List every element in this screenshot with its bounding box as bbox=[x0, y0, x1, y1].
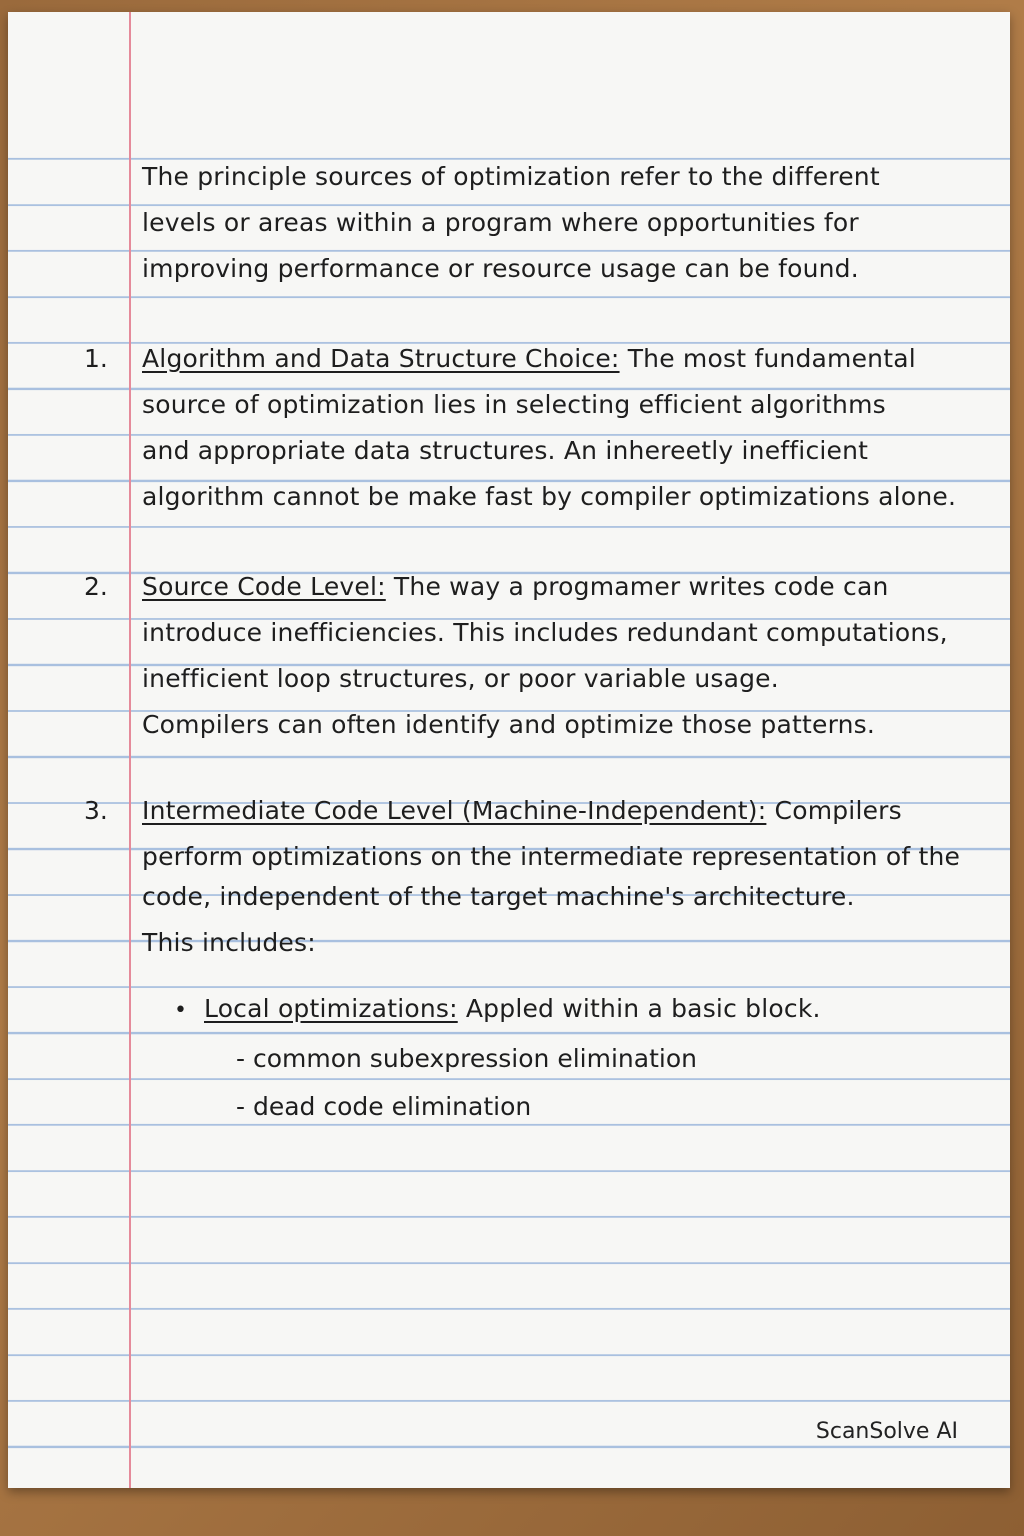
item-3-number: 3. bbox=[84, 796, 108, 825]
item-3-line-3: code, independent of the target machine's architecture. bbox=[142, 882, 855, 911]
item-3-heading: Intermediate Code Level (Machine-Independent): bbox=[142, 796, 767, 825]
item-2-heading: Source Code Level: bbox=[142, 572, 386, 601]
item-1-first-line-rest: The most fundamental bbox=[619, 344, 916, 373]
scansolve-brand-label: ScanSolve AI bbox=[815, 1419, 958, 1444]
bullet-dot: • bbox=[174, 998, 187, 1023]
item-2-number: 2. bbox=[84, 572, 108, 601]
intro-line-1: The principle sources of optimization refer to the different bbox=[142, 162, 880, 191]
intro-line-2: levels or areas within a program where opportunities for bbox=[142, 208, 859, 237]
item-3-line-4: This includes: bbox=[142, 928, 316, 957]
item-2-line-2: introduce inefficiencies. This includes redundant computations, bbox=[142, 618, 948, 647]
intro-line-3: improving performance or resource usage can be found. bbox=[142, 254, 859, 283]
bullet-rest: Appled within a basic block. bbox=[457, 994, 821, 1023]
item-1-line-4: algorithm cannot be make fast by compiler optimizations alone. bbox=[142, 482, 957, 511]
item-2-first-line bbox=[142, 572, 889, 601]
item-1-number: 1. bbox=[84, 344, 108, 373]
notebook-paper bbox=[8, 12, 1010, 1488]
item-2-line-3: inefficient loop structures, or poor variable usage. bbox=[142, 664, 779, 693]
sub-item-2: - dead code elimination bbox=[236, 1092, 532, 1121]
handwritten-notes bbox=[8, 12, 1010, 1488]
bullet-heading: Local optimizations: bbox=[204, 994, 458, 1023]
item-3-first-line-rest: Compilers bbox=[766, 796, 902, 825]
item-2-line-4: Compilers can often identify and optimize those patterns. bbox=[142, 710, 876, 739]
item-3-first-line bbox=[142, 796, 902, 825]
item-1-line-3: and appropriate data structures. An inhereetly inefficient bbox=[142, 436, 869, 465]
item-3-line-2: perform optimizations on the intermediate representation of the bbox=[142, 842, 961, 871]
item-2-first-line-rest: The way a progmamer writes code can bbox=[385, 572, 889, 601]
bullet-line bbox=[204, 994, 821, 1023]
sub-item-1: - common subexpression elimination bbox=[236, 1044, 697, 1073]
item-1-first-line bbox=[142, 344, 916, 373]
item-1-heading: Algorithm and Data Structure Choice: bbox=[142, 344, 620, 373]
item-1-line-2: source of optimization lies in selecting efficient algorithms bbox=[142, 390, 886, 419]
